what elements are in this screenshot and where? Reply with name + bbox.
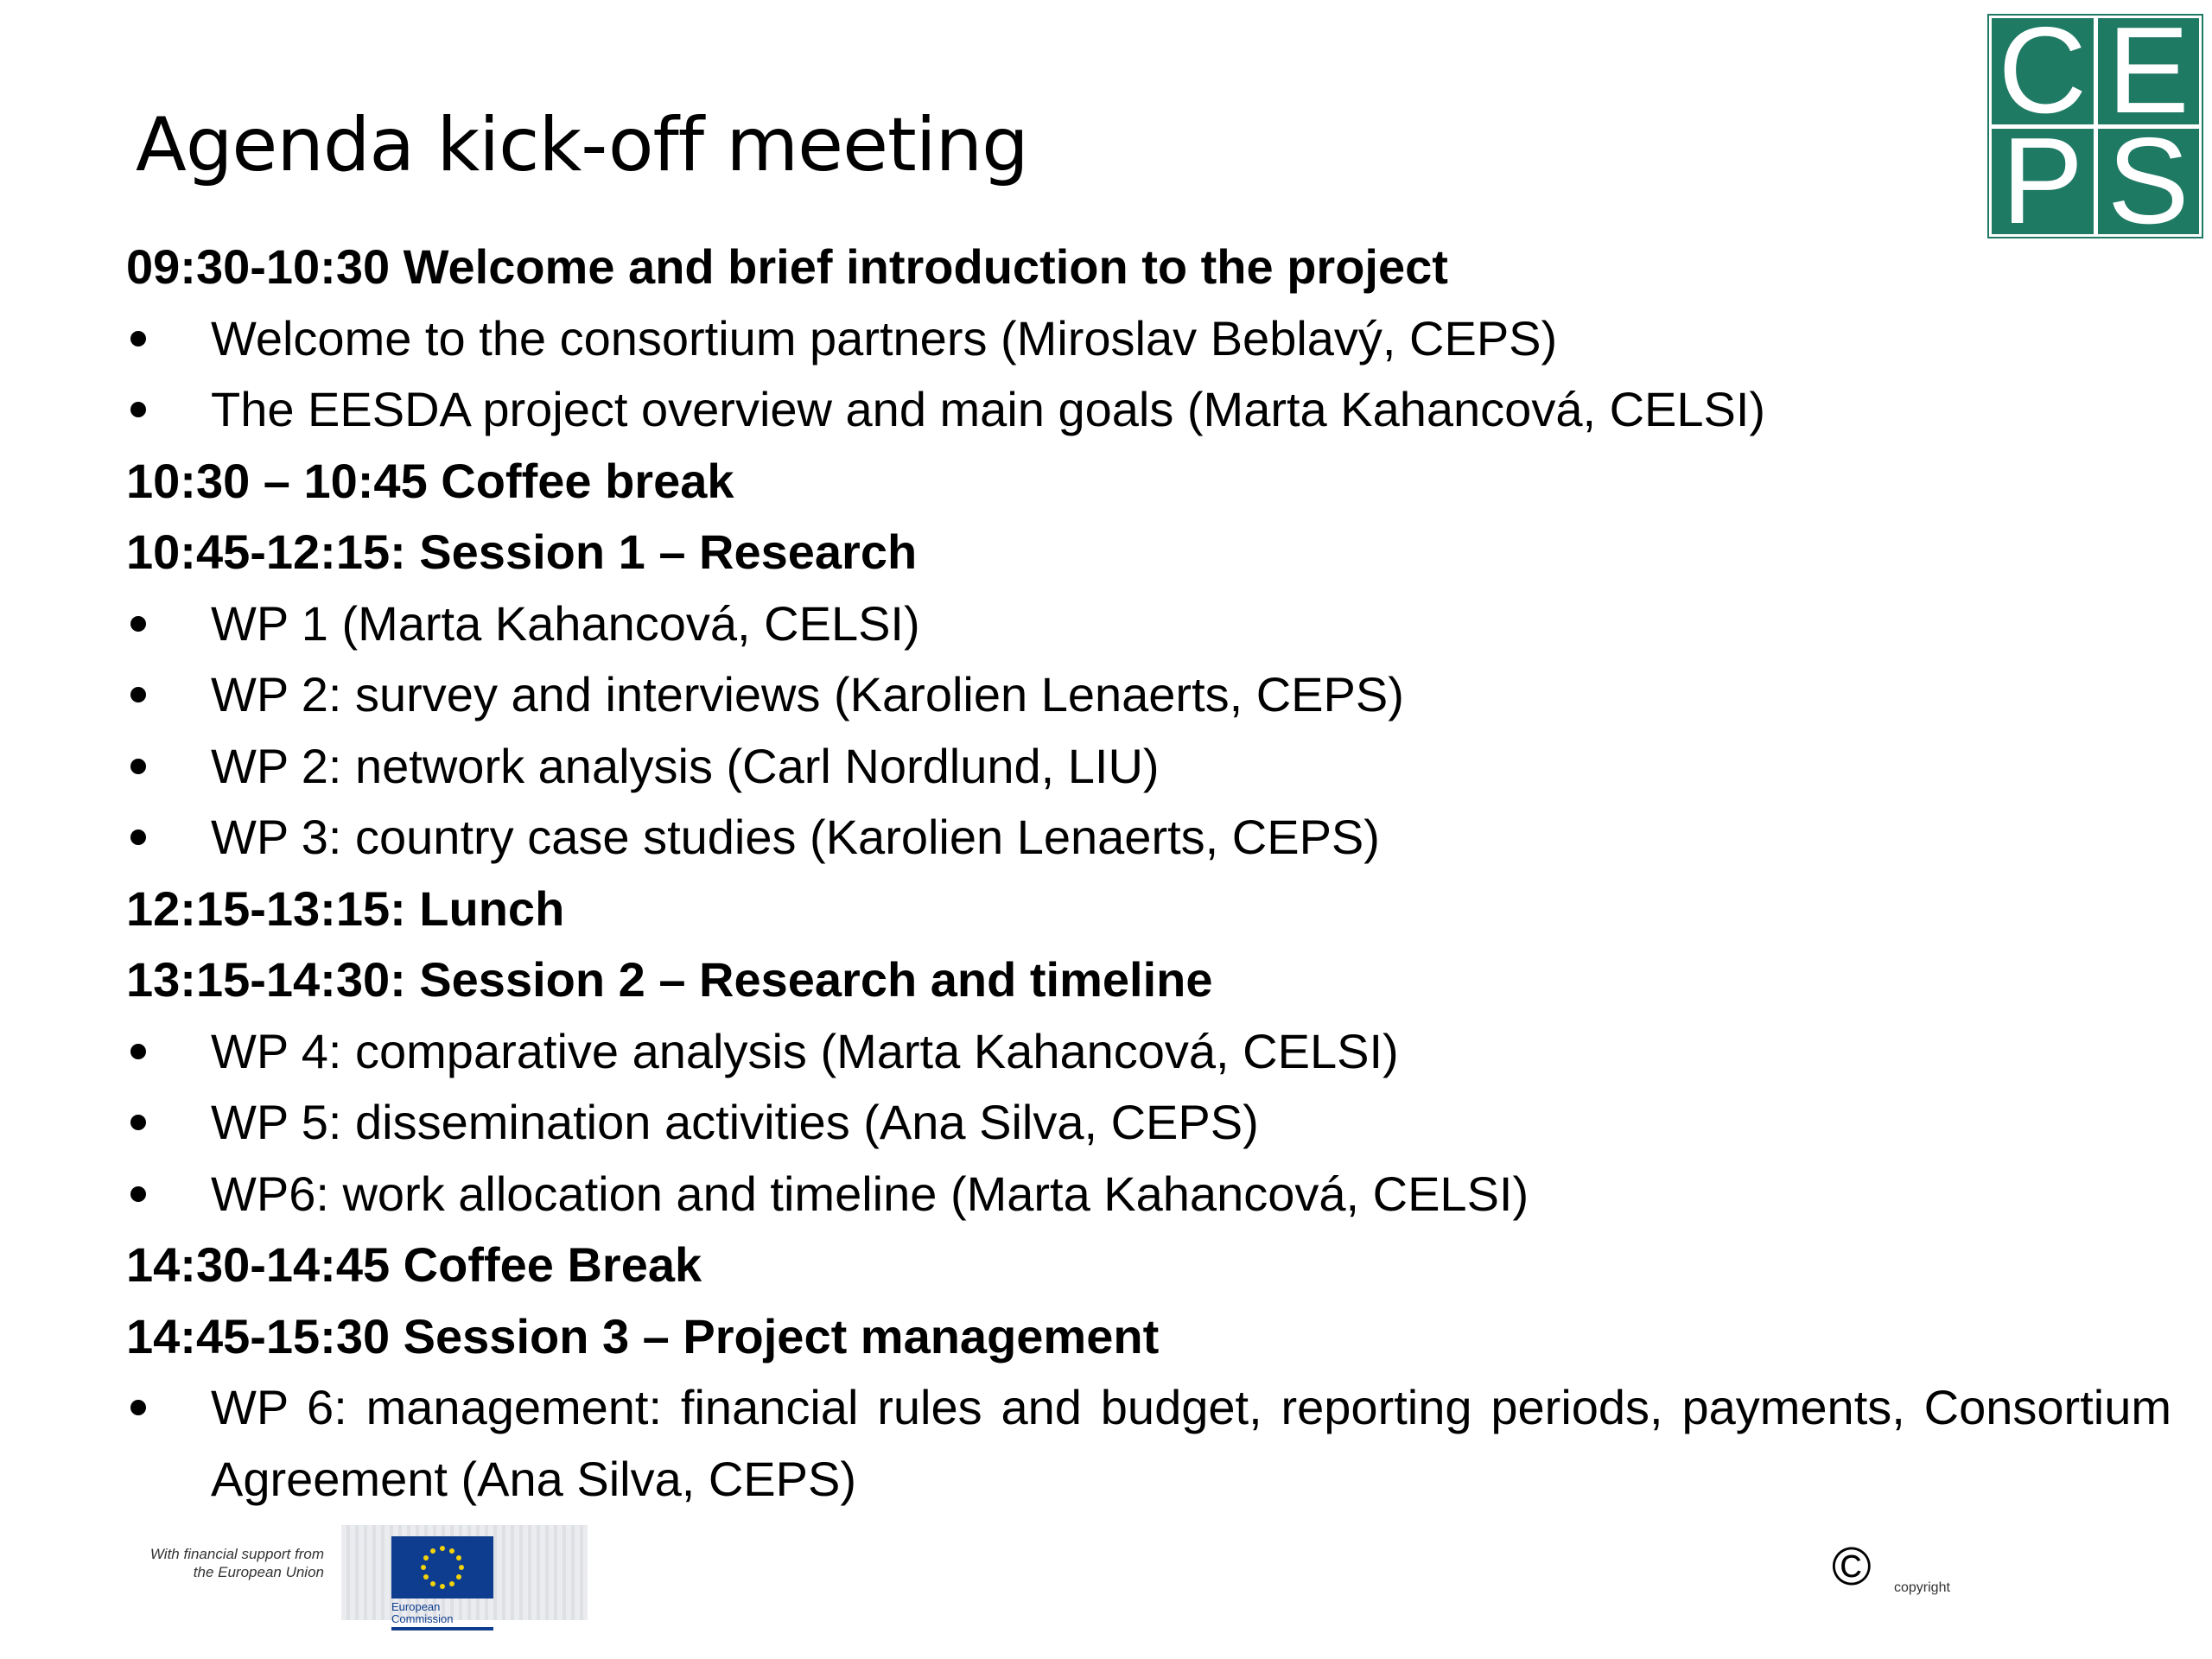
- agenda-item: [126, 303, 2131, 375]
- bullet-icon: [130, 1186, 146, 1202]
- bullet-icon: [130, 687, 146, 702]
- agenda-item: [126, 1087, 2131, 1159]
- agenda-item-text: WP6: work allocation and timeline (Marta Kahancová, CELSI): [211, 1166, 1529, 1221]
- agenda-session-heading: 10:30 – 10:45 Coffee break: [126, 453, 734, 508]
- logo-letter: C: [1992, 18, 2094, 124]
- bullet-icon: [130, 616, 146, 632]
- bullet-icon: [130, 402, 146, 417]
- agenda-session-heading: 12:15-13:15: Lunch: [126, 880, 565, 936]
- agenda-item-text: The EESDA project overview and main goals (Marta Kahancová, CELSI): [211, 382, 1766, 436]
- agenda-item: [126, 1016, 2131, 1088]
- agenda-item: [126, 1159, 2131, 1230]
- logo-letter: S: [2098, 129, 2200, 235]
- agenda-item: [126, 802, 2131, 874]
- agenda-item: [126, 659, 2131, 731]
- agenda-item-text: WP 1 (Marta Kahancová, CELSI): [211, 595, 920, 651]
- agenda-item: [126, 731, 2131, 803]
- logo-letter: P: [1992, 129, 2094, 235]
- bullet-icon: [130, 1044, 146, 1059]
- agenda-item-text: WP 5: dissemination activities (Ana Silva, CEPS): [211, 1095, 1259, 1149]
- eu-support-text: With financial support from the European Union: [149, 1546, 324, 1580]
- bullet-icon: [130, 830, 146, 845]
- agenda-session-heading: 13:15-14:30: Session 2 – Research and timeline: [126, 952, 1213, 1007]
- eu-flag-icon: [391, 1536, 493, 1599]
- agenda-session-heading: 09:30-10:30 Welcome and brief introduction to the project: [126, 239, 1448, 294]
- copyright-icon: ©: [1832, 1537, 1872, 1597]
- copyright-label: copyright: [1894, 1580, 1950, 1595]
- agenda-item-text: WP 3: country case studies (Karolien Lenaerts, CEPS): [211, 810, 1380, 864]
- bullet-icon: [130, 759, 146, 774]
- ceps-logo: [1987, 14, 2203, 238]
- eu-funding-logo: [147, 1525, 588, 1637]
- european-commission-label: European Commission: [391, 1601, 493, 1630]
- agenda-item-text: WP 2: network analysis (Carl Nordlund, LIU): [211, 738, 1160, 793]
- agenda-session-heading: 10:45-12:15: Session 1 – Research: [126, 524, 918, 579]
- agenda-item-text: WP 6: management: financial rules and budget, reporting periods, payments, Consortium Agreement (Ana Silva, CEPS): [211, 1380, 2171, 1506]
- bullet-icon: [130, 1115, 146, 1130]
- bullet-icon: [130, 331, 146, 346]
- slide-title: Agenda kick-off meeting: [136, 102, 1028, 188]
- agenda-item-text: WP 4: comparative analysis (Marta Kahancová, CELSI): [211, 1023, 1399, 1078]
- agenda-item-text: Welcome to the consortium partners (Miroslav Beblavý, CEPS): [211, 310, 1558, 365]
- logo-letter: E: [2098, 18, 2200, 124]
- agenda-item: [126, 588, 2131, 660]
- agenda-item: [126, 1372, 2171, 1515]
- bullet-icon: [130, 1400, 146, 1415]
- agenda-list: [126, 232, 2171, 1515]
- agenda-session-heading: 14:30-14:45 Coffee Break: [126, 1237, 702, 1292]
- agenda-session-heading: 14:45-15:30 Session 3 – Project management: [126, 1308, 1160, 1363]
- agenda-item-text: WP 2: survey and interviews (Karolien Lenaerts, CEPS): [211, 667, 1404, 721]
- agenda-item: [126, 374, 2131, 446]
